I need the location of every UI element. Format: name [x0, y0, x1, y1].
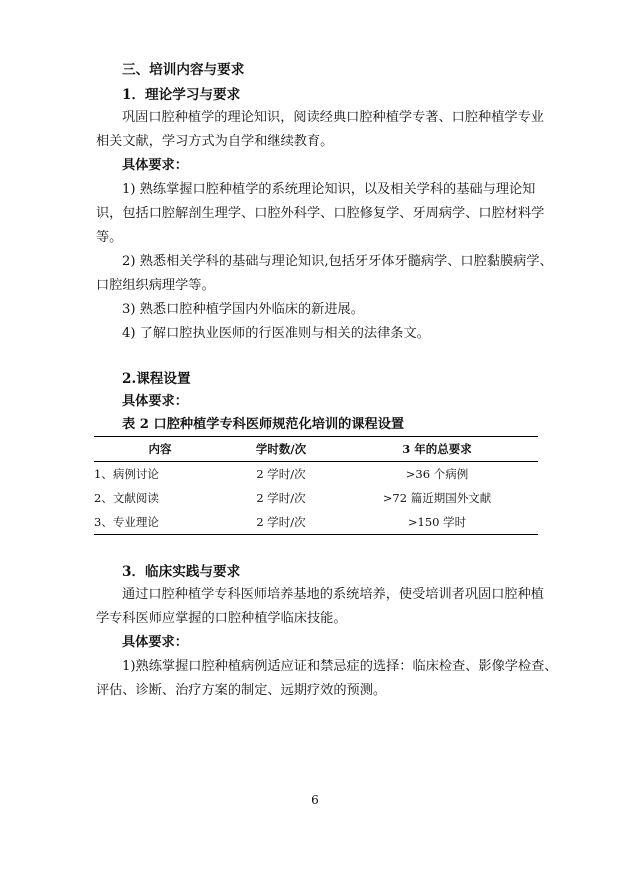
table-cell-content: 3、专业理论: [94, 510, 226, 535]
clinical-intro-line-2: 学专科医师应掌握的口腔种植学临床技能。: [96, 611, 347, 626]
table-header-hours: 学时数/次: [226, 437, 336, 462]
clinical-item-line-2: 评估、诊断、治疗方案的制定、远期疗效的预测。: [96, 683, 387, 698]
table-row: [94, 510, 538, 535]
theory-item-line-4: 2) 熟悉相关学科的基础与理论知识,包括牙牙体牙髓病学、口腔黏膜病学、: [122, 254, 553, 269]
course-table: [94, 436, 538, 535]
table-cell-hours: 2 学时/次: [256, 491, 306, 505]
section-heading: 三、培训内容与要求: [122, 62, 245, 78]
table-row: [94, 486, 538, 510]
table-cell-hours: 2 学时/次: [256, 467, 306, 481]
courses-requirements-label: 具体要求：: [122, 394, 188, 409]
theory-requirements-label: 具体要求：: [122, 158, 188, 173]
page-number: 6: [311, 793, 319, 807]
clinical-item-line-1: 1)熟练掌握口腔种植病例适应证和禁忌症的选择：临床检查、影像学检查、: [122, 659, 558, 674]
table-cell-hours: 2 学时/次: [226, 510, 336, 535]
subsection-title-theory: 1．理论学习与要求: [122, 87, 241, 103]
table-caption: 表 2 口腔种植学专科医师规范化培训的课程设置: [122, 417, 405, 432]
theory-item-line-6: 3) 熟悉口腔种植学国内外临床的新进展。: [122, 302, 364, 317]
table-cell-total: >150 学时: [336, 510, 538, 535]
theory-item-line-5: 口腔组织病理学等。: [96, 278, 215, 293]
theory-item-line-7: 4) 了解口腔执业医师的行医准则与相关的法律条文。: [122, 326, 430, 341]
clinical-intro-line-1: 通过口腔种植学专科医师培养基地的系统培养，使受培训者巩固口腔种植: [122, 587, 544, 602]
theory-item-line-1: 1) 熟练掌握口腔种植学的系统理论知识，以及相关学科的基础与理论知: [122, 182, 536, 197]
table-cell-total: >36 个病例: [405, 467, 469, 481]
table-header-total: 3 年的总要求: [336, 437, 538, 462]
table-header-content: 内容: [94, 437, 226, 462]
table-cell-content: 2、文献阅读: [94, 491, 159, 505]
table-cell-content: 1、病例讨论: [94, 467, 159, 481]
subsection-title-clinical: 3．临床实践与要求: [122, 564, 241, 580]
theory-item-line-2: 识，包括口腔解剖生理学、口腔外科学、口腔修复学、牙周病学、口腔材料学: [96, 206, 545, 221]
theory-item-line-3: 等。: [96, 230, 123, 245]
subsection-title-courses: 2.课程设置: [122, 371, 191, 387]
table-cell-total: >72 篇近期国外文献: [382, 491, 492, 505]
theory-intro-line-1: 巩固口腔种植学的理论知识，阅读经典口腔种植学专著、口腔种植学专业: [122, 110, 544, 125]
table-row: [94, 462, 538, 487]
clinical-requirements-label: 具体要求：: [122, 635, 188, 650]
theory-intro-line-2: 相关文献，学习方式为自学和继续教育。: [96, 134, 334, 149]
table-header-row: [94, 437, 538, 462]
